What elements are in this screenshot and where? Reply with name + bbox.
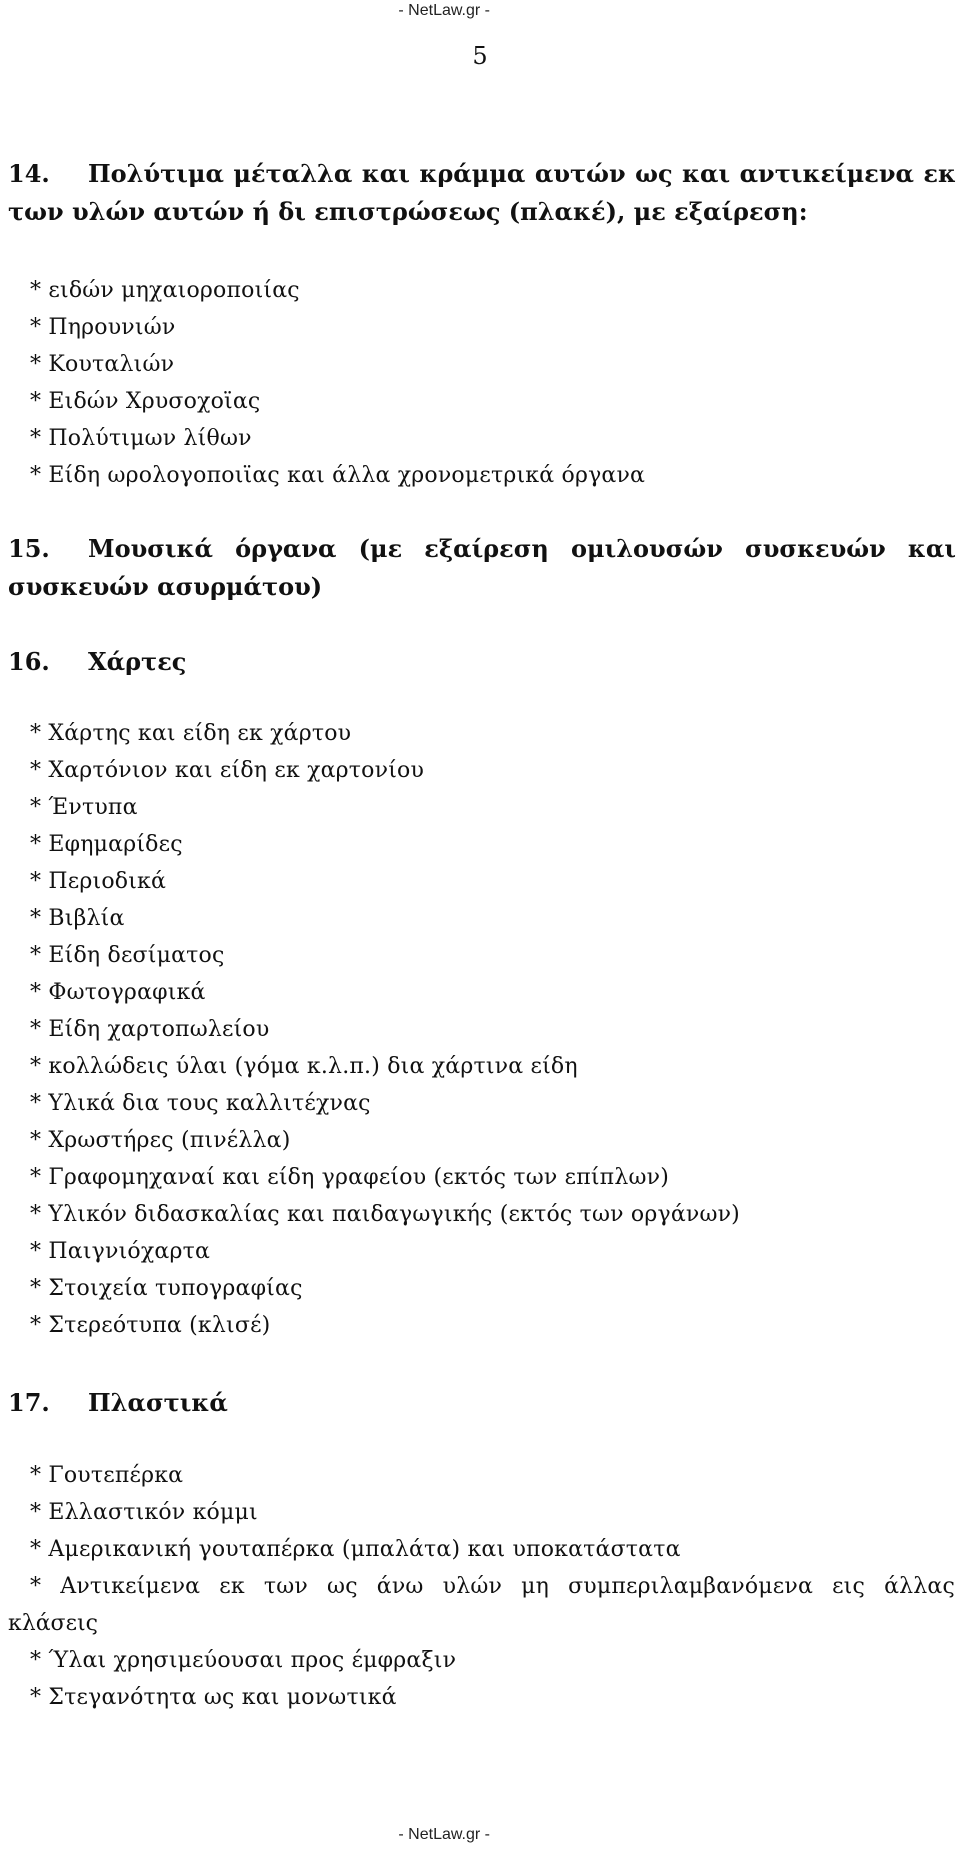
list-item: * Αμερικανική γουταπέρκα (μπαλάτα) και υποκατάστατα [30, 1537, 681, 1562]
section-14-heading-line1 [8, 155, 956, 193]
list-item: * Αντικείμενα εκ των ως άνω υλών μη συμπεριλαμβανόμενα εις άλλας [30, 1574, 955, 1599]
footer-site-label: - NetLaw.gr - [398, 1826, 490, 1843]
list-item: * Ειδών Χρυσοχοϊας [30, 389, 261, 414]
section-14-heading-line2 [8, 193, 956, 231]
list-item: * ειδών μηχαιοροποιίας [30, 278, 300, 303]
section-14-number: 14. [8, 159, 50, 188]
section-16-heading [8, 643, 956, 681]
list-item: * Ύλαι χρησιμεύουσαι προς έμφραξιν [30, 1648, 457, 1673]
list-item: * κολλώδεις ύλαι (γόμα κ.λ.π.) δια χάρτινα είδη [30, 1054, 578, 1079]
list-item: * Στεγανότητα ως και μονωτικά [30, 1685, 397, 1710]
section-15-title-line1: Μουσικά όργανα (με εξαίρεση ομιλουσών συσκευών και [88, 534, 956, 563]
page-number-container [0, 42, 960, 70]
section-16-title: Χάρτες [88, 647, 187, 676]
section-17-heading [8, 1384, 956, 1422]
list-item: * Υλικόν διδασκαλίας και παιδαγωγικής (εκτός των οργάνων) [30, 1202, 740, 1227]
list-item: * Είδη χαρτοπωλείου [30, 1017, 270, 1042]
section-14-title-line2: των υλών αυτών ή δι επιστρώσεως (πλακέ), με εξαίρεση: [8, 197, 808, 226]
list-item: * Χρωστήρες (πινέλλα) [30, 1128, 291, 1153]
list-item: * Στοιχεία τυπογραφίας [30, 1276, 303, 1301]
page-header [0, 2, 960, 20]
page-footer [0, 1826, 960, 1844]
list-item: * Γουτεπέρκα [30, 1463, 184, 1488]
section-15-number: 15. [8, 534, 50, 563]
list-item: * Βιβλία [30, 906, 125, 931]
section-15-heading-line1 [8, 530, 956, 568]
header-site-label: - NetLaw.gr - [398, 2, 490, 19]
list-item: * Υλικά δια τους καλλιτέχνας [30, 1091, 371, 1116]
list-item: * Ελλαστικόν κόμμι [30, 1500, 258, 1525]
section-16-number: 16. [8, 647, 50, 676]
section-15-title-line2: συσκευών ασυρμάτου) [8, 572, 323, 601]
list-item: * Περιοδικά [30, 869, 167, 894]
section-15-heading-line2 [8, 568, 956, 606]
section-17-number: 17. [8, 1388, 50, 1417]
list-item: * Χάρτης και είδη εκ χάρτου [30, 721, 352, 746]
list-item: * Φωτογραφικά [30, 980, 206, 1005]
list-item: * Εφημαρίδες [30, 832, 183, 857]
section-14-title-line1: Πολύτιμα μέταλλα και κράμμα αυτών ως και αντικείμενα εκ [88, 159, 956, 188]
list-item: * Γραφομηχαναί και είδη γραφείου (εκτός των επίπλων) [30, 1165, 669, 1190]
list-item-continuation: κλάσεις [8, 1611, 98, 1636]
list-item: * Είδη ωρολογοποιϊας και άλλα χρονομετρικά όργανα [30, 463, 646, 488]
page-number: 5 [472, 42, 488, 70]
list-item: * Έντυπα [30, 795, 138, 820]
list-item: * Στερεότυπα (κλισέ) [30, 1313, 271, 1338]
list-item: * Παιγνιόχαρτα [30, 1239, 211, 1264]
list-item: * Είδη δεσίματος [30, 943, 225, 968]
list-item: * Κουταλιών [30, 352, 175, 377]
list-item: * Πηρουνιών [30, 315, 176, 340]
list-item: * Πολύτιμων λίθων [30, 426, 252, 451]
section-17-title: Πλαστικά [88, 1388, 228, 1417]
list-item: * Χαρτόνιον και είδη εκ χαρτονίου [30, 758, 425, 783]
